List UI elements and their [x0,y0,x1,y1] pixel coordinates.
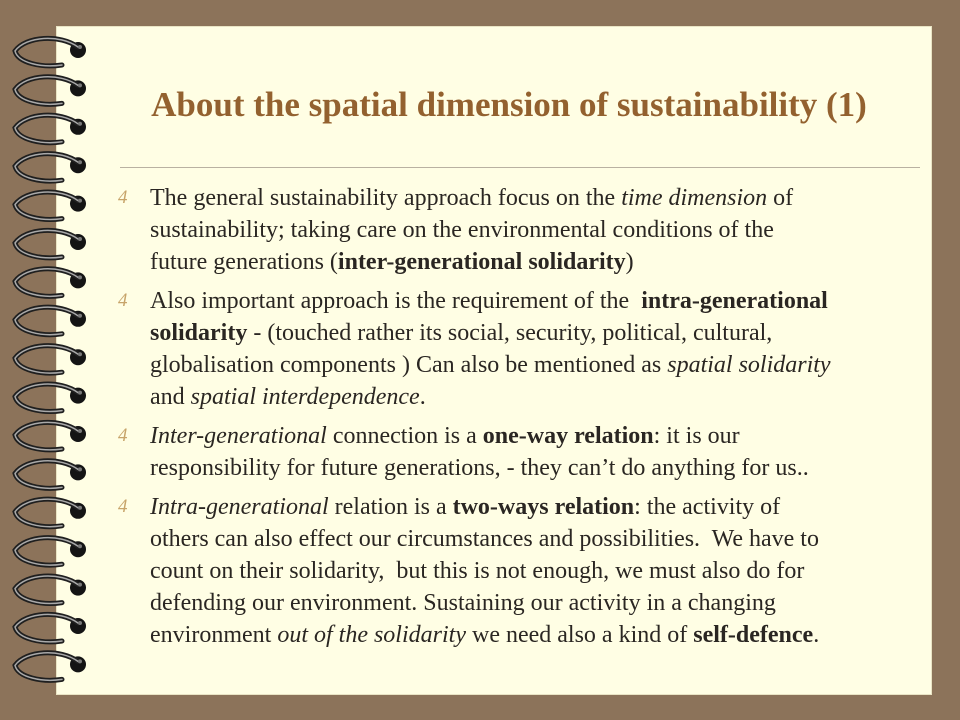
bullet-line [150,555,918,587]
bullet-line [150,452,918,484]
bullet-line [150,523,918,555]
text-run: . [813,622,820,648]
bullet-icon: 4 [118,425,128,446]
bullet-item [118,420,918,484]
bullet-line [150,246,918,278]
bullet-icon: 4 [118,290,128,311]
italic-run: Intra-generational [150,494,329,520]
bullet-list [118,182,918,658]
bold-run: two-ways relation [452,494,635,520]
text-run: relation is a [328,494,453,520]
italic-run: spatial interdependence [190,384,420,410]
italic-run: out of the solidarity [277,622,466,648]
bullet-item [118,182,918,278]
text-run: connection is a [326,423,483,449]
text-run: sustainability; taking care on the environmental conditions of the [150,217,774,243]
bullet-line [150,214,918,246]
bullet-line [150,619,918,651]
text-run: . [419,384,426,410]
bullet-item [118,285,918,413]
bold-run: solidarity [150,320,248,346]
text-run: we need also a kind of [465,622,694,648]
bullet-line [150,349,918,381]
italic-run: Inter-generational [150,423,327,449]
bullet-line [150,420,918,452]
text-run: and [150,384,191,410]
text-run: of [767,185,794,211]
text-run: - (touched rather its social, security, political, cultural, [247,320,773,346]
text-run: future generations ( [150,249,338,275]
italic-run: spatial solidarity [667,352,831,378]
bullet-line [150,381,918,413]
text-run: : the activity of [634,494,781,520]
italic-run: time dimension [621,185,768,211]
text-run: The general sustainability approach focus on the [150,185,622,211]
bullet-line [150,285,918,317]
text-run: defending our environment. Sustaining our activity in a changing [150,590,776,616]
bullet-line [150,491,918,523]
bold-run: intra-generational [641,288,828,314]
slide-title: About the spatial dimension of sustainability (1) [151,85,867,124]
bullet-line [150,587,918,619]
bullet-line [150,182,918,214]
text-run: count on their solidarity, but this is not enough, we must also do for [150,558,805,584]
text-run: responsibility for future generations, - they can’t do anything for us.. [150,455,809,481]
bullet-item [118,491,918,651]
bold-run: inter-generational solidarity [337,249,626,275]
text-run: others can also effect our circumstances and possibilities. We have to [150,526,819,552]
bullet-icon: 4 [118,496,128,517]
bullet-icon: 4 [118,187,128,208]
text-run: ) [625,249,634,275]
text-run: : it is our [653,423,740,449]
text-run: environment [150,622,278,648]
text-run: Also important approach is the requirement of the [150,288,642,314]
title-divider [120,167,920,168]
bullet-line [150,317,918,349]
text-run: globalisation components ) Can also be mentioned as [150,352,668,378]
bold-run: self-defence [693,622,814,648]
bold-run: one-way relation [482,423,654,449]
